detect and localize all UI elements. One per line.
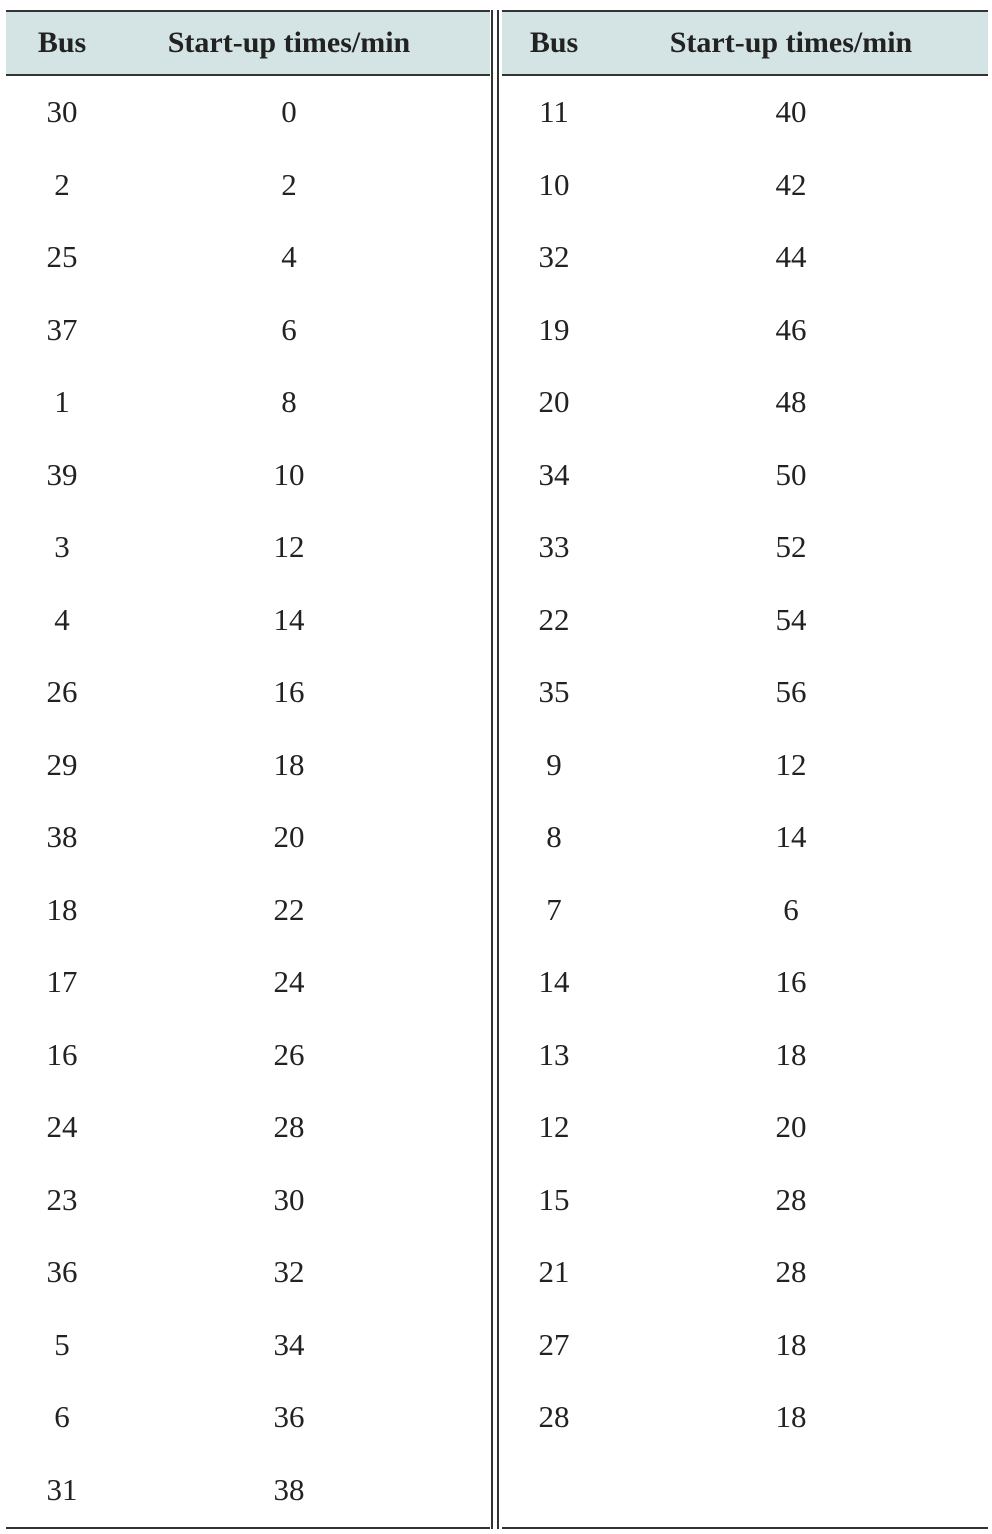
table-row bbox=[502, 801, 988, 874]
header-bus: Bus bbox=[529, 26, 579, 59]
bus-cell: 22 bbox=[538, 601, 570, 637]
table-row bbox=[6, 221, 490, 294]
bus-cell: 18 bbox=[46, 891, 78, 927]
startup-time-cell: 18 bbox=[775, 1399, 807, 1434]
bus-cell: 7 bbox=[546, 891, 562, 927]
startup-time-cell: 40 bbox=[775, 94, 807, 129]
table-row bbox=[502, 1164, 988, 1237]
table-row bbox=[502, 1381, 988, 1454]
table-row bbox=[6, 1454, 490, 1527]
startup-time-cell: 6 bbox=[783, 891, 799, 927]
table-row bbox=[502, 221, 988, 294]
startup-time-cell: 8 bbox=[281, 384, 297, 419]
table-row bbox=[502, 294, 988, 367]
startup-time-cell: 20 bbox=[273, 819, 305, 854]
table-row bbox=[502, 1019, 988, 1092]
bus-cell: 8 bbox=[546, 819, 562, 854]
bus-cell: 24 bbox=[46, 1109, 78, 1144]
startup-time-cell: 30 bbox=[273, 1181, 305, 1217]
table-row bbox=[502, 149, 988, 222]
double-divider-line-a bbox=[491, 10, 493, 1529]
table-row bbox=[502, 656, 988, 729]
bus-cell: 13 bbox=[538, 1036, 570, 1072]
startup-time-cell: 54 bbox=[775, 601, 807, 637]
right-table-panel bbox=[502, 10, 988, 1529]
startup-time-cell: 48 bbox=[775, 384, 807, 419]
startup-time-cell: 12 bbox=[775, 746, 807, 782]
table-row bbox=[6, 1164, 490, 1237]
table-row bbox=[6, 729, 490, 802]
header-startup-time: Start-up times/min bbox=[669, 26, 913, 59]
table-row bbox=[502, 1309, 988, 1382]
startup-time-cell: 20 bbox=[775, 1109, 807, 1144]
bus-cell: 1 bbox=[54, 384, 70, 419]
table-row bbox=[6, 1309, 490, 1382]
table-row bbox=[6, 946, 490, 1019]
table-row bbox=[6, 439, 490, 512]
table-row bbox=[6, 294, 490, 367]
startup-time-cell: 32 bbox=[273, 1254, 305, 1289]
startup-time-cell: 44 bbox=[775, 239, 807, 274]
table-row bbox=[6, 1236, 490, 1309]
startup-time-cell: 56 bbox=[775, 674, 807, 709]
table-row bbox=[6, 801, 490, 874]
startup-time-cell: 10 bbox=[273, 456, 305, 492]
bus-cell: 3 bbox=[54, 529, 70, 564]
table-row bbox=[6, 1381, 490, 1454]
table-row bbox=[502, 874, 988, 947]
startup-time-cell: 24 bbox=[273, 964, 305, 999]
table-row bbox=[502, 584, 988, 657]
bus-cell: 32 bbox=[538, 239, 570, 274]
bus-cell: 4 bbox=[54, 601, 70, 637]
bus-cell: 25 bbox=[46, 239, 78, 274]
bus-cell: 33 bbox=[538, 529, 570, 564]
right-header-row bbox=[502, 10, 988, 76]
bus-cell: 28 bbox=[538, 1399, 570, 1434]
bus-cell: 37 bbox=[46, 311, 78, 347]
table-row bbox=[6, 511, 490, 584]
bus-cell: 17 bbox=[46, 964, 78, 999]
right-table-body bbox=[502, 76, 988, 1529]
startup-time-cell: 26 bbox=[273, 1036, 305, 1072]
table-row bbox=[6, 584, 490, 657]
startup-time-cell: 18 bbox=[775, 1326, 807, 1362]
startup-time-cell: 14 bbox=[273, 601, 305, 637]
bus-cell: 5 bbox=[54, 1326, 70, 1362]
bus-cell: 11 bbox=[539, 94, 569, 129]
bus-cell: 12 bbox=[538, 1109, 570, 1144]
bus-cell: 29 bbox=[46, 746, 78, 782]
startup-time-cell: 50 bbox=[775, 456, 807, 492]
startup-time-cell: 4 bbox=[281, 239, 297, 274]
startup-time-cell: 38 bbox=[273, 1471, 305, 1507]
bus-cell: 19 bbox=[538, 311, 570, 347]
startup-time-cell: 6 bbox=[281, 311, 297, 347]
startup-time-cell: 28 bbox=[273, 1109, 305, 1144]
bus-cell: 15 bbox=[538, 1181, 570, 1217]
table-row bbox=[502, 1091, 988, 1164]
startup-time-cell: 34 bbox=[273, 1326, 305, 1362]
table-row bbox=[502, 366, 988, 439]
table-row bbox=[502, 946, 988, 1019]
table-row bbox=[502, 439, 988, 512]
bus-cell: 34 bbox=[538, 456, 570, 492]
bus-cell: 23 bbox=[46, 1181, 78, 1217]
bus-cell: 30 bbox=[46, 94, 78, 129]
startup-time-cell: 16 bbox=[775, 964, 807, 999]
startup-time-cell: 22 bbox=[273, 891, 305, 927]
bus-cell: 10 bbox=[538, 166, 570, 202]
bus-cell: 6 bbox=[54, 1399, 70, 1434]
table-row bbox=[6, 366, 490, 439]
left-table-panel bbox=[6, 10, 490, 1529]
startup-time-cell: 12 bbox=[273, 529, 305, 564]
startup-time-cell: 0 bbox=[281, 94, 297, 129]
table-row bbox=[502, 729, 988, 802]
startup-time-cell: 46 bbox=[775, 311, 807, 347]
startup-time-cell: 16 bbox=[273, 674, 305, 709]
table-row bbox=[6, 1019, 490, 1092]
bus-cell: 31 bbox=[46, 1471, 78, 1507]
startup-time-cell: 52 bbox=[775, 529, 807, 564]
bus-cell: 20 bbox=[538, 384, 570, 419]
bus-cell: 38 bbox=[46, 819, 78, 854]
table-row bbox=[6, 656, 490, 729]
bus-cell: 2 bbox=[54, 166, 70, 202]
table-row bbox=[502, 1236, 988, 1309]
bus-cell: 36 bbox=[46, 1254, 78, 1289]
table-row bbox=[6, 149, 490, 222]
bus-cell: 21 bbox=[538, 1254, 570, 1289]
left-table-body bbox=[6, 76, 490, 1529]
header-startup-time: Start-up times/min bbox=[167, 26, 411, 59]
startup-time-cell: 28 bbox=[775, 1181, 807, 1217]
left-header-row bbox=[6, 10, 490, 76]
bus-cell: 16 bbox=[46, 1036, 78, 1072]
startup-time-cell: 42 bbox=[775, 166, 807, 202]
startup-time-cell: 18 bbox=[273, 746, 305, 782]
table-row bbox=[6, 76, 490, 149]
table-row bbox=[6, 874, 490, 947]
startup-time-cell: 36 bbox=[273, 1399, 305, 1434]
bus-cell: 14 bbox=[538, 964, 570, 999]
double-divider-line-b bbox=[497, 10, 499, 1529]
startup-time-cell: 14 bbox=[775, 819, 807, 854]
startup-time-cell: 18 bbox=[775, 1036, 807, 1072]
bus-cell: 39 bbox=[46, 456, 78, 492]
bus-cell: 26 bbox=[46, 674, 78, 709]
table-row bbox=[502, 76, 988, 149]
table-row bbox=[502, 511, 988, 584]
table-row bbox=[6, 1091, 490, 1164]
header-bus: Bus bbox=[37, 26, 87, 59]
bus-cell: 35 bbox=[538, 674, 570, 709]
startup-time-cell: 2 bbox=[281, 166, 297, 202]
startup-time-cell: 28 bbox=[775, 1254, 807, 1289]
bus-cell: 27 bbox=[538, 1326, 570, 1362]
bus-cell: 9 bbox=[546, 746, 562, 782]
